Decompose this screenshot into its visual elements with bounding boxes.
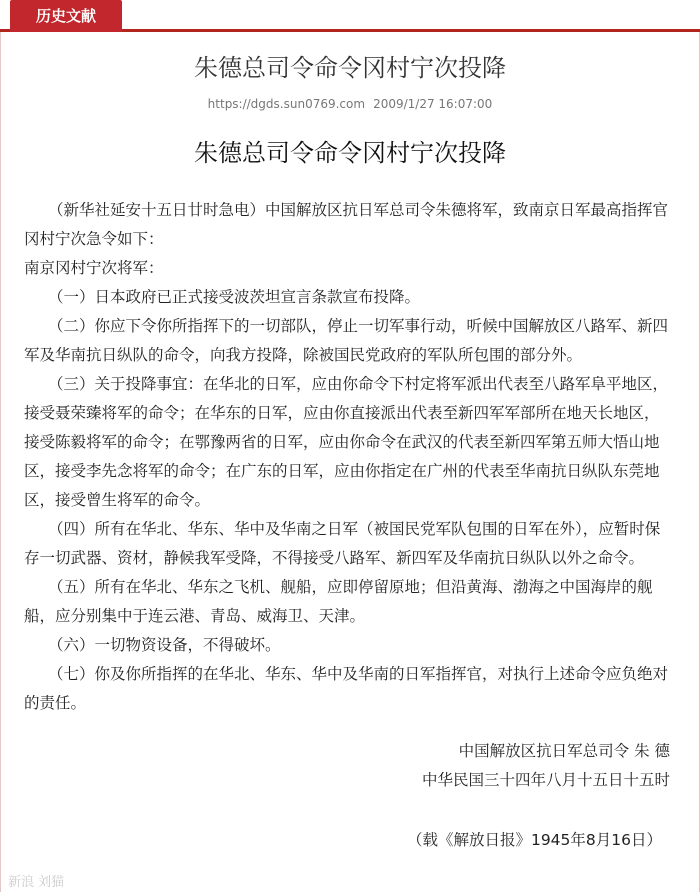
page-title: 朱德总司令命令冈村宁次投降 bbox=[194, 54, 506, 82]
watermark: 新浪 刘猫 bbox=[8, 875, 65, 890]
paragraph: （七）你及你所指挥的在华北、华东、华中及华南的日军指挥官，对执行上述命令应负绝对的责任。 bbox=[24, 665, 669, 712]
article-body bbox=[24, 196, 674, 718]
paragraph: 南京冈村宁次将军： bbox=[24, 259, 164, 277]
paragraph: （六）一切物资设备，不得破坏。 bbox=[48, 636, 281, 654]
paragraph: （二）你应下令你所指挥下的一切部队，停止一切军事行动，听候中国解放区八路军、新四军及华南抗日纵队的命令，向我方投降，除被国民党政府的军队所包围的部分外。 bbox=[24, 317, 669, 364]
paragraph: （五）所有在华北、华东之飞机、舰船，应即停留原地；但沿黄海、渤海之中国海岸的舰船，应分别集中于连云港、青岛、威海卫、天津。 bbox=[24, 578, 653, 625]
paragraph: （一）日本政府已正式接受波茨坦宣言条款宣布投降。 bbox=[48, 288, 421, 306]
publish-datetime: 2009/1/27 16:07:00 bbox=[373, 97, 493, 111]
signature-name: 中国解放区抗日军总司令 朱 德 bbox=[458, 742, 670, 760]
paragraph: （四）所有在华北、华东、华中及华南之日军（被国民党军队包围的日军在外），应暂时保存一切武器、资材，静候我军受降，不得接受八路军、新四军及华南抗日纵队以外之命令。 bbox=[24, 520, 661, 567]
tab-history-documents[interactable]: 历史文献 bbox=[10, 0, 122, 32]
document-title: 朱德总司令命令冈村宁次投降 bbox=[194, 139, 506, 167]
paragraph: （新华社延安十五日廿时急电）中国解放区抗日军总司令朱德将军，致南京日军最高指挥官冈村宁次急令如下： bbox=[24, 201, 669, 248]
signature-date: 中华民国三十四年八月十五日十五时 bbox=[421, 771, 670, 789]
source-citation: （载《解放日报》1945年8月16日） bbox=[406, 831, 662, 849]
source-url[interactable]: https://dgds.sun0769.com bbox=[207, 97, 366, 111]
article-meta bbox=[0, 97, 700, 111]
tab-bar bbox=[0, 0, 700, 32]
paragraph: （三）关于投降事宜：在华北的日军，应由你命令下村定将军派出代表至八路军阜平地区，接受聂荣臻将军的命令；在华东的日军，应由你直接派出代表至新四军军部所在地天长地区，接受陈毅将军的命令；在鄂豫两省的日军，应由你命令在武汉的代表至新四军第五师大悟山地区，接受李先念将军的命令；在广东的日军，应由你指定在广州的代表至华南抗日纵队东莞地区，接受曾生将军的命令。 bbox=[24, 375, 669, 509]
signature-block bbox=[422, 737, 670, 795]
